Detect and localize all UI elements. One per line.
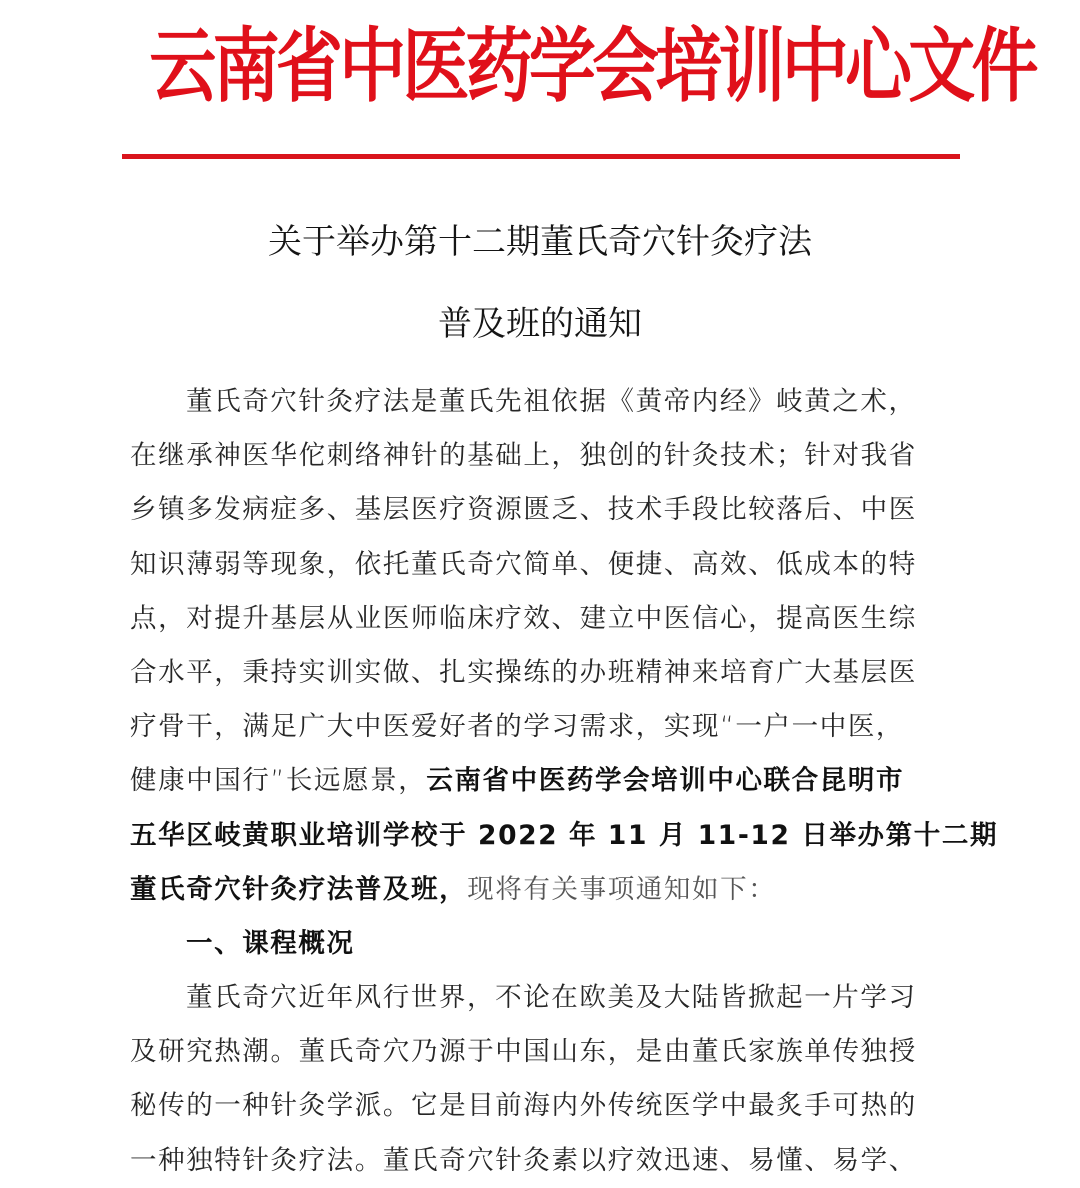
- paragraph1-text: 健康中国行”长远愿景，: [130, 765, 427, 797]
- paragraph1-bold-text: 云南省中医药学会培训中心联合昆明市: [426, 765, 905, 797]
- paragraph2-line: 及研究热潮。董氏奇穴乃源于中国山东，是由董氏家族单传独授: [130, 1036, 917, 1068]
- document-body: [130, 375, 999, 1188]
- paragraph2-line: 董氏奇穴近年风行世界，不论在欧美及大陆皆掀起一片学习: [186, 982, 917, 1014]
- paragraph1-line: 疗骨干，满足广大中医爱好者的学习需求，实现“一户一中医，: [130, 711, 905, 743]
- document-title-line1: 关于举办第十二期董氏奇穴针灸疗法: [268, 222, 812, 262]
- paragraph1-bold-text: 董氏奇穴针灸疗法普及班，: [130, 873, 468, 905]
- document-title-line2: 普及班的通知: [438, 304, 642, 344]
- paragraph1-line: [130, 754, 952, 808]
- paragraph1-line: 点，对提升基层从业医师临床疗效、建立中医信心，提高医生综: [130, 602, 917, 634]
- paragraph2-line: 秘传的一种针灸学派。它是目前海内外传统医学中最炙手可热的: [130, 1090, 917, 1122]
- paragraph1-line: 知识薄弱等现象，依托董氏奇穴简单、便捷、高效、低成本的特: [130, 548, 917, 580]
- paragraph1-line: [130, 863, 952, 917]
- paragraph1-line: [130, 809, 999, 863]
- header-divider: [122, 154, 960, 159]
- paragraph1-bold-text: 五华区岐黄职业培训学校于 2022 年 11 月 11-12 日举办第十二期: [130, 819, 999, 851]
- paragraph1-line: 合水平，秉持实训实做、扎实操练的办班精神来培育广大基层医: [130, 656, 917, 688]
- paragraph1-text: 现将有关事项通知如下：: [467, 873, 777, 905]
- section-heading: 一、课程概况: [186, 927, 355, 959]
- paragraph1-line: 董氏奇穴针灸疗法是董氏先祖依据《黄帝内经》岐黄之术，: [186, 386, 917, 417]
- paragraph2-line: 一种独特针灸疗法。董氏奇穴针灸素以疗效迅速、易懂、易学、: [130, 1144, 917, 1176]
- org-header-title: 云南省中医药学会培训中心文件: [149, 17, 1035, 113]
- paragraph1-line: 乡镇多发病症多、基层医疗资源匮乏、技术手段比较落后、中医: [130, 494, 917, 526]
- paragraph1-line: 在继承神医华佗刺络神针的基础上，独创的针灸技术；针对我省: [130, 440, 917, 472]
